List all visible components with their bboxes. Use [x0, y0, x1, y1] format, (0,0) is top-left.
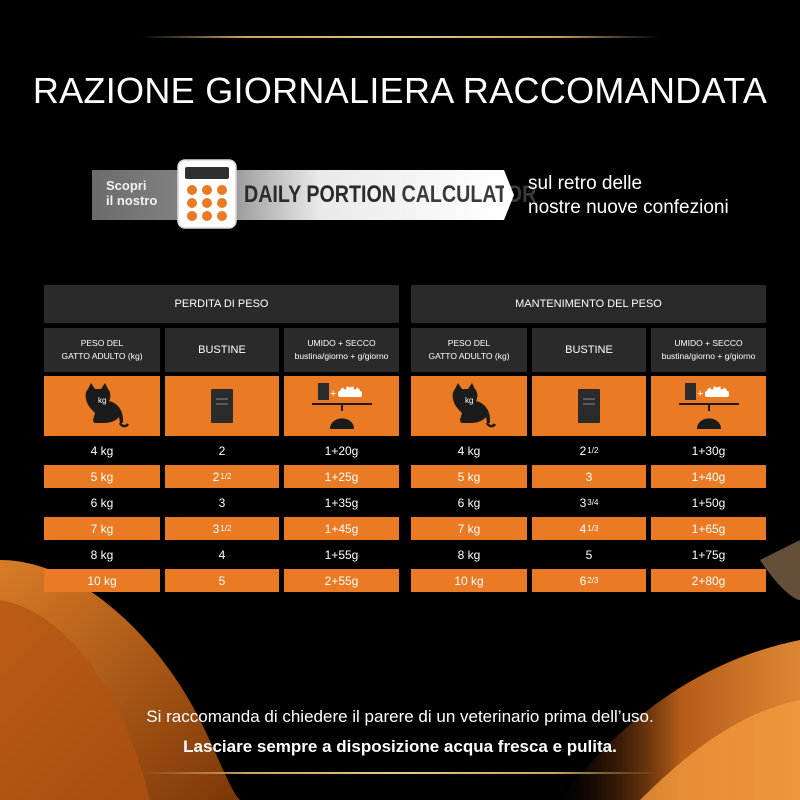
cat-icon [74, 383, 130, 429]
cell-pouches [165, 517, 279, 540]
pouch-icon [577, 388, 601, 424]
table-row [411, 491, 766, 514]
table-col1-line1: PESO DEL [80, 338, 124, 348]
cell-weight: 7 kg [44, 517, 160, 540]
banner-side-line1: sul retro delle [528, 173, 643, 194]
pouch-count: 2 [579, 443, 587, 458]
col-header-pouches [165, 328, 279, 372]
cell-weight: 6 kg [90, 495, 114, 510]
bottom-gold-divider [140, 772, 660, 774]
cell-pouches [165, 569, 279, 592]
pouch-count: 3 [585, 469, 593, 484]
cell-weight: 5 kg [411, 465, 527, 488]
pouch-count: 5 [585, 547, 593, 562]
cell-weight: 10 kg [411, 569, 527, 592]
col-header-weight [44, 328, 160, 372]
cell-wet-dry: 1+30g [691, 443, 726, 458]
cell-wet-dry: 1+20g [324, 443, 359, 458]
pouch-icon-cell [165, 376, 279, 436]
table-header-label: PERDITA DI PESO [174, 298, 269, 310]
pouch-count: 2 [212, 469, 220, 484]
svg-text:+: + [696, 388, 703, 400]
banner-il-nostro: il nostro [106, 193, 158, 208]
cell-weight: 8 kg [90, 547, 114, 562]
table-row [44, 517, 399, 540]
table-cat-icon-label: kg [465, 396, 474, 405]
table-row [411, 543, 766, 566]
pouch-count: 5 [218, 573, 226, 588]
calculator-icon [176, 158, 238, 230]
table-col2: BUSTINE [198, 343, 246, 356]
cell-pouches [532, 491, 646, 514]
cell-wet-dry: 1+55g [324, 547, 359, 562]
pouch-count: 3 [218, 495, 226, 510]
cell-pouches [165, 491, 279, 514]
cell-pouches [532, 517, 646, 540]
cell-wet-dry: 1+45g [284, 517, 399, 540]
top-gold-divider [140, 36, 660, 38]
table-row [44, 491, 399, 514]
calc-label-part2: CALCULATOR [401, 181, 537, 208]
table-rows [44, 439, 399, 592]
table-col3-line1: UMIDO + SECCO [307, 338, 376, 348]
table-row [411, 439, 766, 462]
table-cat-icon-label: kg [98, 396, 107, 405]
col-header-wet-dry [284, 328, 399, 372]
pouch-count: 2 [218, 443, 226, 458]
table-col3-line2: bustina/giorno + g/giorno [294, 351, 389, 361]
cell-wet-dry: 1+35g [324, 495, 359, 510]
table-row [44, 543, 399, 566]
table-col3-line1: UMIDO + SECCO [674, 338, 743, 348]
footer-water-advice: Lasciare sempre a disposizione acqua fresca e pulita. [183, 737, 617, 756]
banner-side-text [528, 172, 729, 220]
table-row [411, 569, 766, 592]
table-row [411, 465, 766, 488]
cell-pouches [165, 543, 279, 566]
cell-pouches [165, 439, 279, 462]
wet-dry-icon-cell [651, 376, 766, 436]
daily-portion-calculator-label [244, 181, 536, 209]
cell-weight: 7 kg [411, 517, 527, 540]
table-rows [411, 439, 766, 592]
wet-dry-icon-cell [284, 376, 399, 436]
table-row [44, 439, 399, 462]
banner-scopri-text [106, 178, 157, 208]
wet-plus-dry-icon [677, 381, 741, 431]
pouch-fraction: 1/3 [587, 524, 599, 533]
cell-pouches [532, 543, 646, 566]
table-col3-line2: bustina/giorno + g/giorno [661, 351, 756, 361]
svg-text:+: + [329, 388, 336, 400]
wet-plus-dry-icon [310, 381, 374, 431]
cell-wet-dry: 1+25g [284, 465, 399, 488]
cell-wet-dry: 1+75g [691, 547, 726, 562]
cat-weight-icon-cell [411, 376, 527, 436]
table-row [44, 569, 399, 592]
table-col1-line2: GATTO ADULTO (kg) [428, 351, 510, 361]
footer-vet-advice: Si raccomanda di chiedere il parere di un veterinario prima dell’uso. [146, 707, 654, 726]
banner-scopri: Scopri [106, 178, 147, 193]
banner-side-line2: nostre nuove confezioni [528, 197, 729, 218]
cell-pouches [165, 465, 279, 488]
table-row [44, 465, 399, 488]
pouch-fraction: 1/2 [220, 524, 232, 533]
cat-icon [441, 383, 497, 429]
cell-wet-dry: 1+65g [651, 517, 766, 540]
pouch-count: 6 [579, 573, 587, 588]
table-weight-maintenance [411, 285, 766, 592]
pouch-icon [210, 388, 234, 424]
cell-pouches [532, 569, 646, 592]
pouch-fraction: 1/2 [587, 446, 599, 455]
table-row [411, 517, 766, 540]
col-header-wet-dry [651, 328, 766, 372]
calc-label-part1: DAILY PORTION [244, 181, 402, 208]
cell-wet-dry: 2+55g [284, 569, 399, 592]
cell-weight: 8 kg [457, 547, 481, 562]
page-title: RAZIONE GIORNALIERA RACCOMANDATA [32, 70, 768, 111]
banner-arrow [504, 170, 514, 220]
cell-weight: 5 kg [44, 465, 160, 488]
table-header [411, 285, 766, 323]
table-weight-loss [44, 285, 399, 592]
pouch-fraction: 1/2 [220, 472, 232, 481]
table-col1-line1: PESO DEL [447, 338, 491, 348]
pouch-fraction: 3/4 [587, 498, 599, 507]
cell-weight: 4 kg [457, 443, 481, 458]
pouch-count: 3 [579, 495, 587, 510]
cell-pouches [532, 465, 646, 488]
table-header-label: MANTENIMENTO DEL PESO [515, 298, 662, 310]
cell-pouches [532, 439, 646, 462]
pouch-fraction: 2/3 [587, 576, 599, 585]
col-header-pouches [532, 328, 646, 372]
cat-weight-icon-cell [44, 376, 160, 436]
pouch-count: 4 [579, 521, 587, 536]
cell-weight: 10 kg [44, 569, 160, 592]
table-header [44, 285, 399, 323]
col-header-weight [411, 328, 527, 372]
cell-wet-dry: 2+80g [651, 569, 766, 592]
pouch-count: 3 [212, 521, 220, 536]
cell-weight: 4 kg [90, 443, 114, 458]
pouch-count: 4 [218, 547, 226, 562]
cell-wet-dry: 1+50g [691, 495, 726, 510]
table-col1-line2: GATTO ADULTO (kg) [61, 351, 143, 361]
cell-weight: 6 kg [457, 495, 481, 510]
pouch-icon-cell [532, 376, 646, 436]
calculator-banner [92, 170, 537, 220]
cell-wet-dry: 1+40g [651, 465, 766, 488]
table-col2: BUSTINE [565, 343, 613, 356]
